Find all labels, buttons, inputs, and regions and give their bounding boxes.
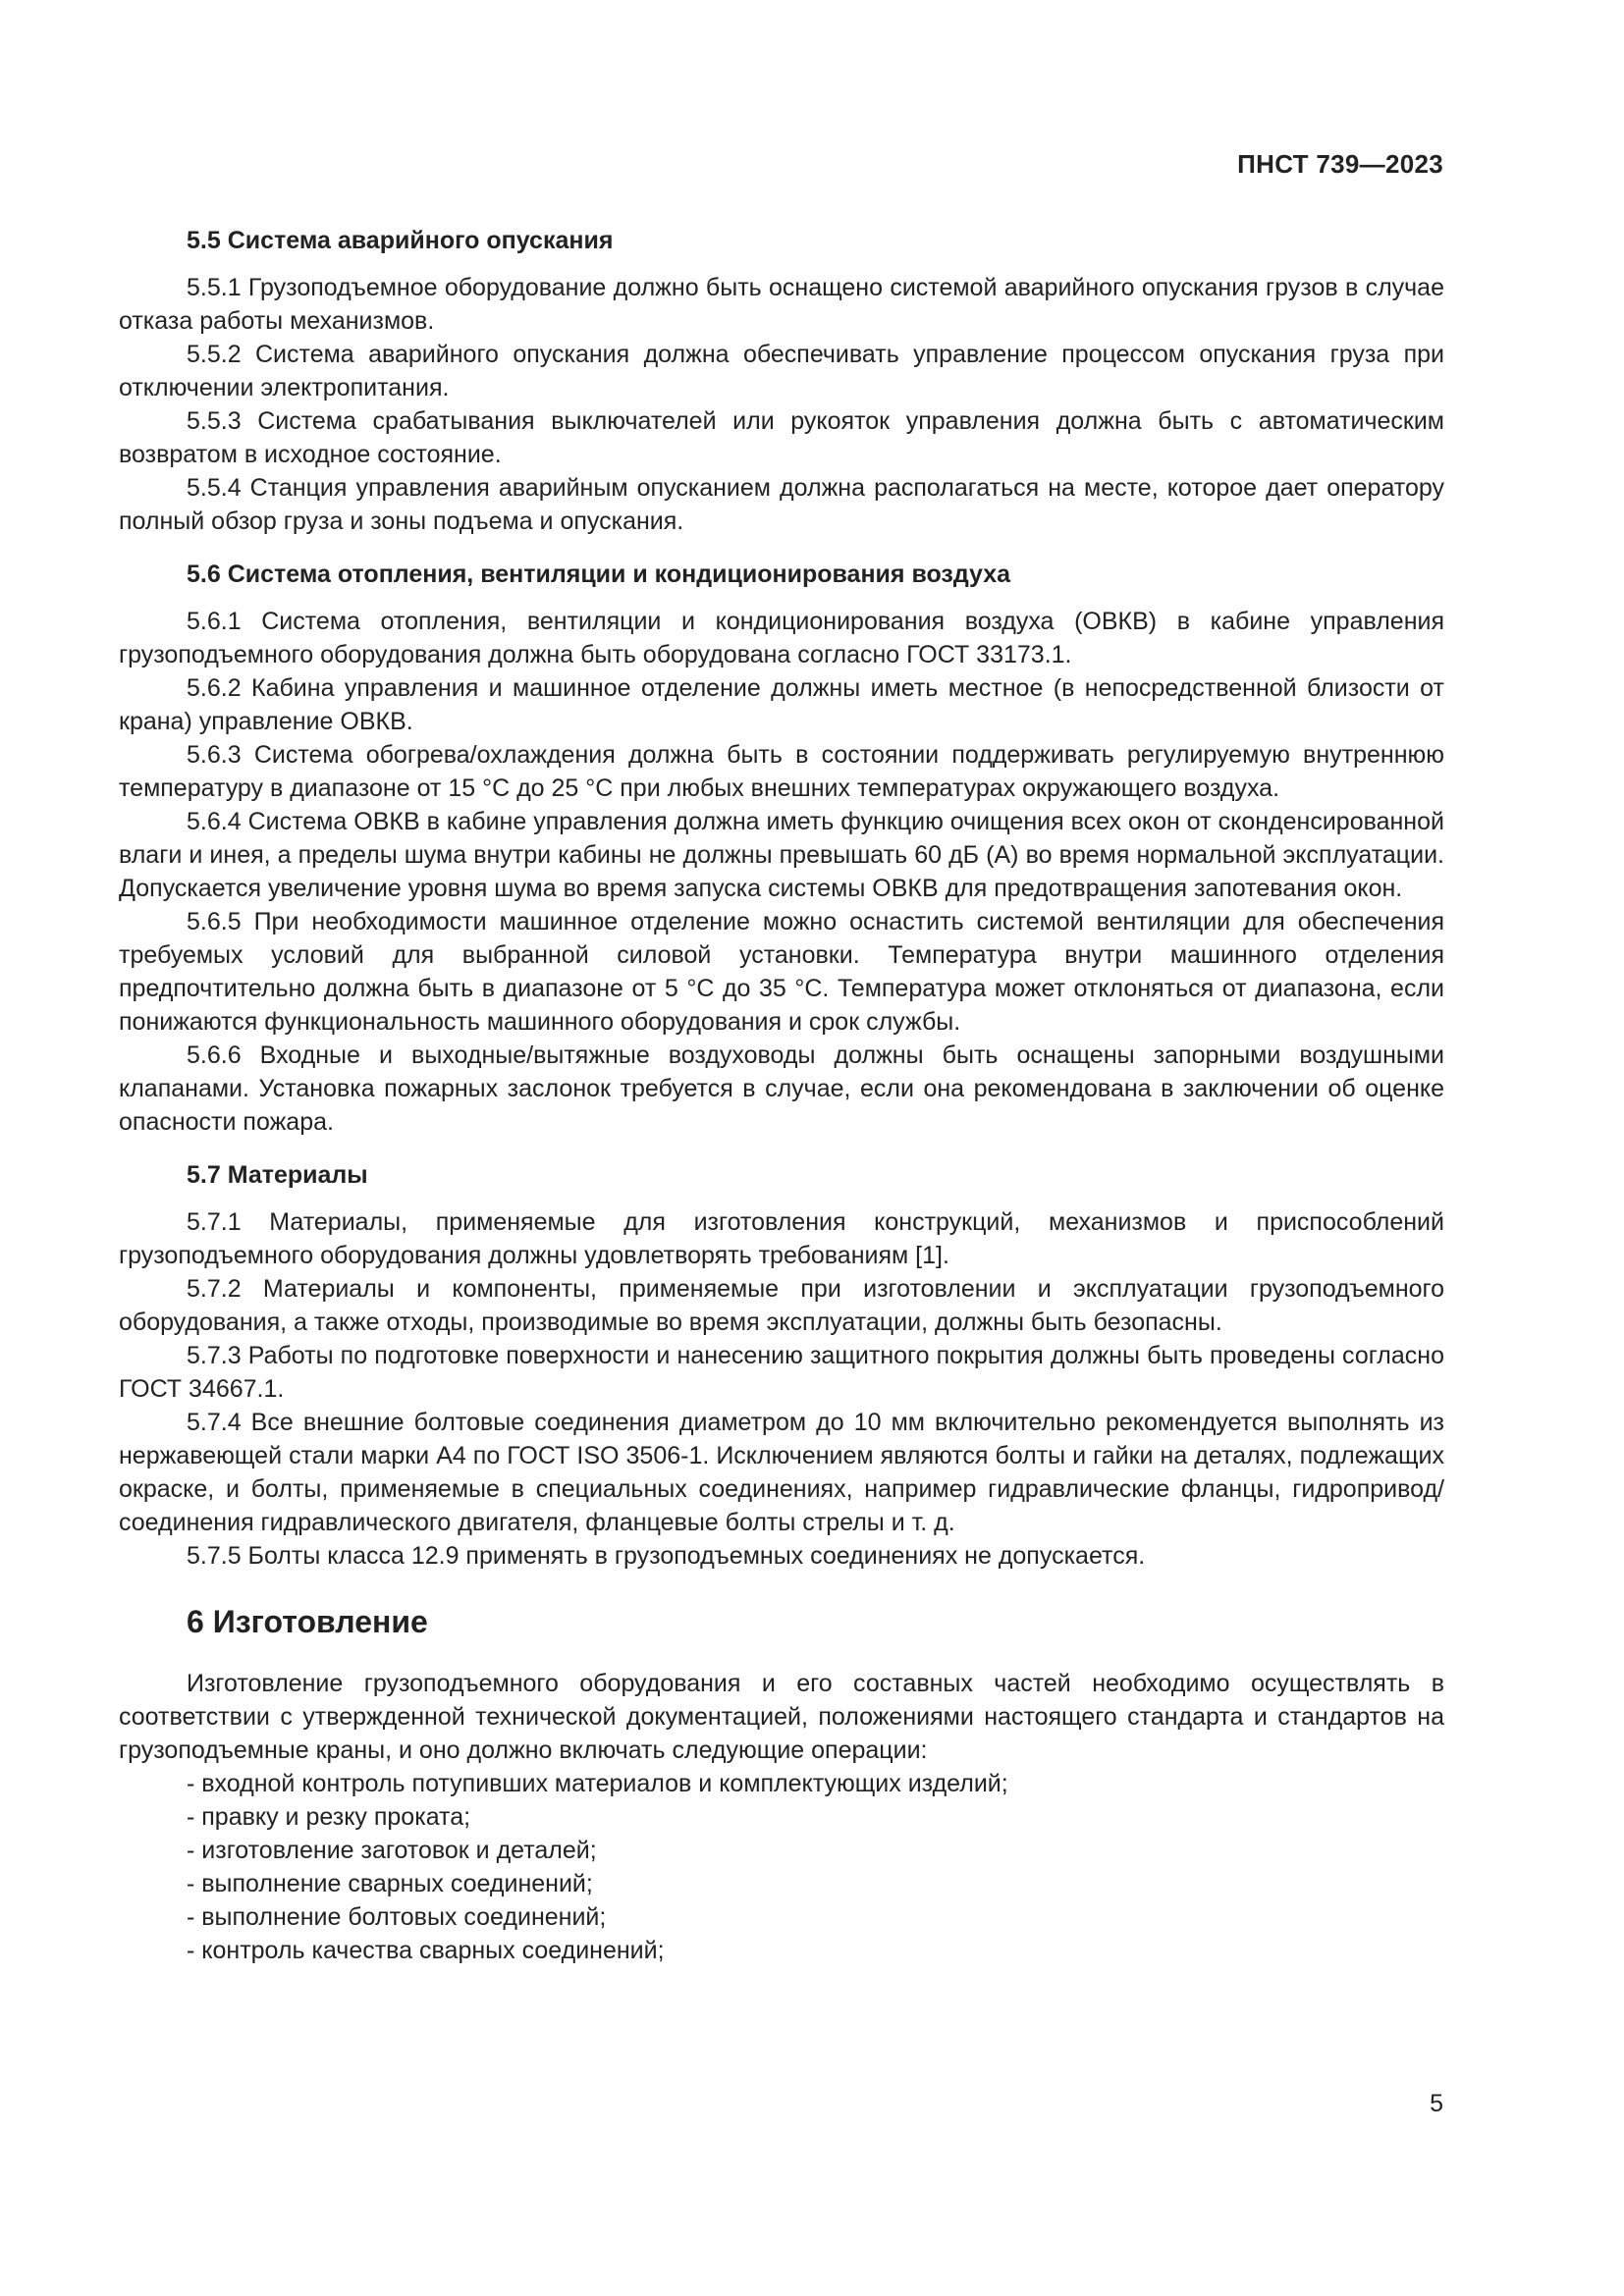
section-title: 5.6 Система отопления, вентиляции и кондиционирования воздуха [187, 561, 1011, 588]
paragraph: 5.5.1 Грузоподъемное оборудование должно быть оснащено системой аварийного опускания грузов в случае отказа работы механизмов. [119, 274, 1444, 335]
paragraph: 5.6.2 Кабина управления и машинное отделение должны иметь местное (в непосредственной близости от крана) управление ОВКВ. [119, 674, 1444, 735]
paragraph: 5.7.4 Все внешние болтовые соединения диаметром до 10 мм включительно рекомендуется выполнять из нержавеющей стали марки А4 по ГОСТ ISO 3506-1. Исключением являются болты и гайки на деталях, подлежащих окраске, и болты, применяемые в специальных соединениях, например гидравлические фланцы, гидропривод/соединения гидравлического двигателя, фланцевые болты стрелы и т. д. [119, 1409, 1444, 1536]
list-item: - контроль качества сварных соединений; [187, 1937, 665, 1964]
list-item: - правку и резку проката; [187, 1803, 471, 1831]
paragraph: 5.6.5 При необходимости машинное отделение можно оснастить системой вентиляции для обеспечения требуемых условий для выбранной силовой установки. Температура внутри машинного отделения предпочтительно должна быть в диапазоне от 5 °С до 35 °С. Температура может отклоняться от диапазона, если понижаются функциональность машинного оборудования и срок службы. [119, 908, 1444, 1036]
paragraph: 5.7.1 Материалы, применяемые для изготовления конструкций, механизмов и приспособлений грузоподъемного оборудования должны удовлетворять требованиям [1]. [119, 1208, 1444, 1269]
list-item: - изготовление заготовок и деталей; [187, 1837, 597, 1864]
paragraph: 5.7.3 Работы по подготовке поверхности и нанесению защитного покрытия должны быть проведены согласно ГОСТ 34667.1. [119, 1342, 1444, 1403]
paragraph: 5.7.2 Материалы и компоненты, применяемые при изготовлении и эксплуатации грузоподъемного оборудования, а также отходы, производимые во время эксплуатации, должны быть безопасны. [119, 1275, 1444, 1336]
section-title: 5.7 Материалы [187, 1161, 368, 1189]
paragraph: 5.5.4 Станция управления аварийным опусканием должна располагаться на месте, которое дает оператору полный обзор груза и зоны подъема и опускания. [119, 474, 1444, 535]
list-item: - выполнение сварных соединений; [187, 1870, 593, 1897]
paragraph: 5.5.3 Система срабатывания выключателей или рукояток управления должна быть с автоматическим возвратом в исходное состояние. [119, 407, 1444, 468]
chapter-intro: Изготовление грузоподъемного оборудования и его составных частей необходимо осуществлять в соответствии с утвержденной технической документацией, положениями настоящего стандарта и стандартов на грузоподъемные краны, и оно должно включать следующие операции: [119, 1670, 1444, 1764]
paragraph: 5.6.3 Система обогрева/охлаждения должна быть в состоянии поддерживать регулируемую внутреннюю температуру в диапазоне от 15 °С до 25 °С при любых внешних температурах окружающего воздуха. [119, 741, 1444, 802]
operations-list [119, 1767, 1444, 1967]
page-number: 5 [1430, 2090, 1443, 2117]
chapter-title: 6 Изготовление [187, 1604, 428, 1639]
section-5-6 [119, 558, 1444, 1139]
list-item: - выполнение болтовых соединений; [187, 1903, 607, 1931]
paragraph: 5.7.5 Болты класса 12.9 применять в грузоподъемных соединениях не допускается. [187, 1542, 1146, 1570]
section-5-7 [119, 1158, 1444, 1573]
paragraph: 5.6.1 Система отопления, вентиляции и кондиционирования воздуха (ОВКВ) в кабине управления грузоподъемного оборудования должна быть оборудована согласно ГОСТ 33173.1. [119, 608, 1444, 668]
paragraph: 5.5.2 Система аварийного опускания должна обеспечивать управление процессом опускания груза при отключении электропитания. [119, 341, 1444, 401]
list-item: - входной контроль потупивших материалов и комплектующих изделий; [187, 1770, 1008, 1797]
section-5-5 [119, 224, 1444, 538]
paragraph: 5.6.6 Входные и выходные/вытяжные воздуховоды должны быть оснащены запорными воздушными клапанами. Установка пожарных заслонок требуется в случае, если она рекомендована в заключении об оценке опасности пожара. [119, 1041, 1444, 1136]
document-code: ПНСТ 739—2023 [1237, 149, 1443, 179]
paragraph: 5.6.4 Система ОВКВ в кабине управления должна иметь функцию очищения всех окон от сконденсированной влаги и инея, а пределы шума внутри кабины не должны превышать 60 дБ (А) во время нормальной эксплуатации. Допускается увеличение уровня шума во время запуска системы ОВКВ для предотвращения запотевания окон. [119, 808, 1444, 902]
section-title: 5.5 Система аварийного опускания [187, 227, 614, 254]
document-body [119, 224, 1444, 1967]
